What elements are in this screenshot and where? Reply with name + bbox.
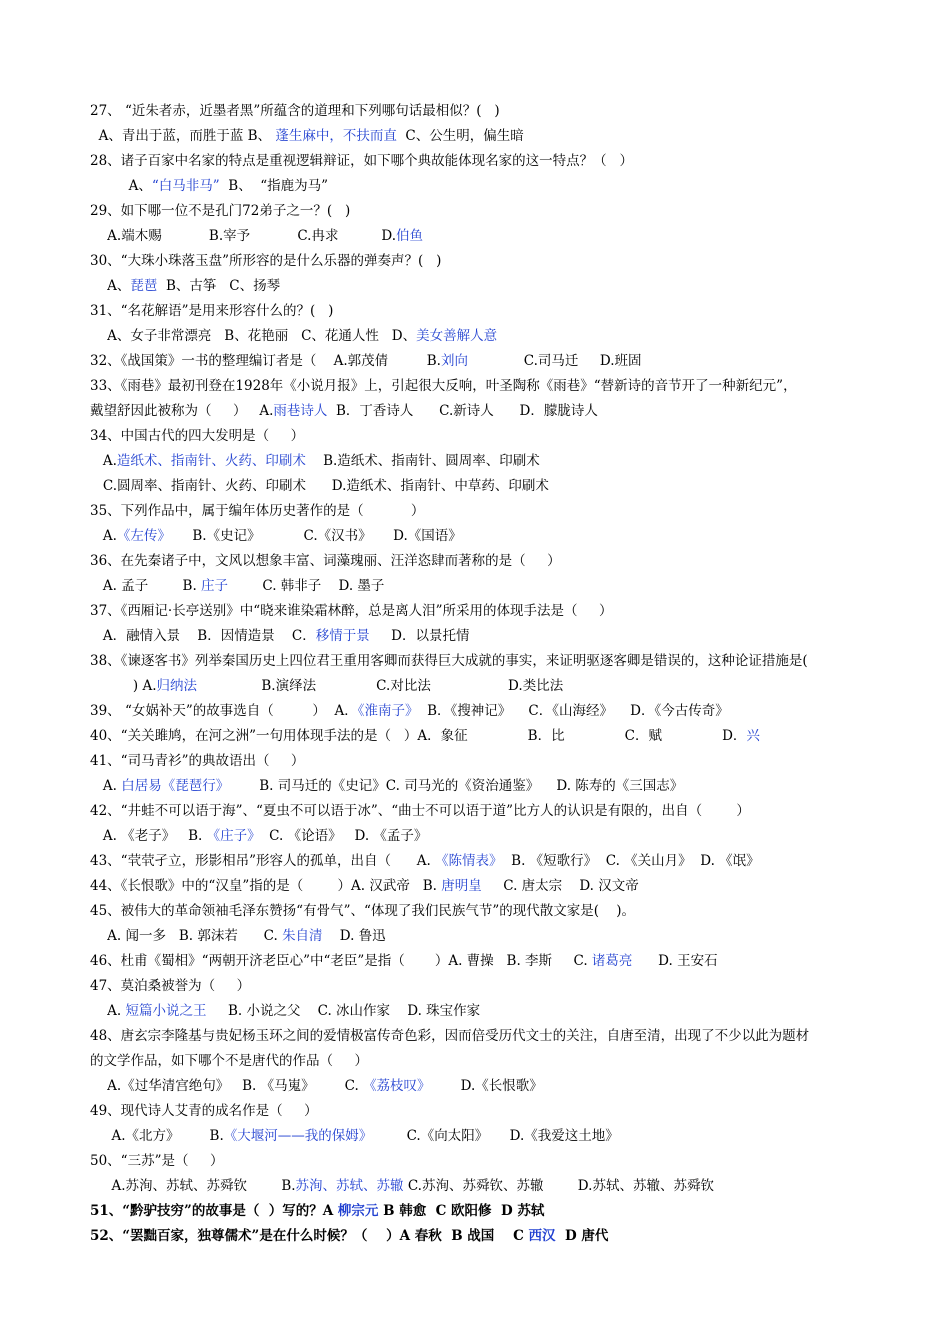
question-29-options: A.端木赐 B.宰予 C.冉求 D.伯鱼: [90, 228, 424, 244]
question-48-stem-2: 的文学作品，如下哪个不是唐代的作品（ ）: [90, 1053, 368, 1069]
question-37: 37、《西厢记·长亭送别》中“晓来谁染霜林醉，总是离人泪”所采用的体现手法是（ ）: [90, 603, 613, 619]
question-32: 32、《战国策》一书的整理编订者是（ A.郭茂倩 B.刘向 C.司马迁 D.班固: [90, 353, 642, 369]
question-48-options: A.《过华清宫绝句》 B. 《马嵬》 C. 《荔枝叹》 D.《长恨歌》: [90, 1078, 543, 1094]
question-50-options: A.苏洵、苏轼、苏舜钦 B.苏洵、苏轼、苏辙 C.苏洵、苏舜钦、苏辙 D.苏轼、苏辙、苏舜钦: [90, 1178, 714, 1194]
answer-30: 琵琶: [130, 278, 158, 294]
question-40: 40、“关关雎鸠，在河之洲”一句用体现手法的是（ ）A．象征 B．比 C．赋 D．兴: [90, 728, 760, 744]
question-52: 52、“罢黜百家，独尊儒术”是在什么时候？（ ）A 春秋 B 战国 C 西汉 D 唐代: [90, 1228, 609, 1244]
question-28: 28、诸子百家中名家的特点是重视逻辑辩证，如下哪个典故能体现名家的这一特点？（ ）: [90, 153, 634, 169]
answer-45: 朱自清: [282, 928, 323, 944]
question-49-options: A.《北方》 B.《大堰河——我的保姆》 C.《向太阳》 D.《我爱这土地》: [90, 1128, 619, 1144]
question-39: 39、 “女娲补天”的故事选自（ ） A．《淮南子》 B．《搜神记》 C．《山海经》 D．《今古传奇》: [90, 703, 729, 719]
question-41-options: A. 白居易《琵琶行》 B. 司马迁的《史记》C. 司马光的《资治通鉴》 D. 陈寿的《三国志》: [90, 778, 684, 794]
answer-39: 《淮南子》: [357, 703, 419, 719]
question-28-options: A、“白马非马” B、 “指鹿为马”: [90, 178, 329, 194]
answer-37: 移情于景: [315, 628, 370, 644]
question-31-options: A、女子非常漂亮 B、花艳丽 C、花通人性 D、美女善解人意: [90, 328, 498, 344]
answer-27: 蓬生麻中，不扶而直: [275, 128, 397, 144]
answer-48: 《荔枝叹》: [363, 1078, 431, 1094]
answer-38: 归纳法: [156, 678, 198, 694]
question-47-options: A. 短篇小说之王 B. 小说之父 C. 冰山作家 D. 珠宝作家: [90, 1003, 481, 1019]
question-38: 38、《谏逐客书》列举秦国历史上四位君王重用客卿而获得巨大成就的事实，来证明驱逐客卿是错误的，这种论证措施是(: [90, 653, 808, 669]
question-41: 41、“司马青衫”的典故语出（ ）: [90, 753, 305, 769]
question-45: 45、被伟大的革命领袖毛泽东赞扬“有骨气”、“体现了我们民族气节”的现代散文家是( )。: [90, 903, 635, 919]
question-47: 47、莫泊桑被誉为（ ）: [90, 978, 251, 994]
question-51: 51、“黔驴技穷”的故事是（ ）写的？A 柳宗元 B 韩愈 C 欧阳修 D 苏轼: [90, 1203, 545, 1219]
question-33: 33、《雨巷》最初刊登在1928年《小说月报》上，引起很大反响，叶圣陶称《雨巷》“替新诗的音节开了一种新纪元”，: [90, 378, 797, 394]
question-48: 48、唐玄宗李隆基与贵妃杨玉环之间的爱情极富传奇色彩，因而倍受历代文士的关注，自唐至清，出现了不少以此为题材: [90, 1028, 810, 1044]
answer-34: 造纸术、指南针、火药、印刷术: [116, 453, 306, 469]
answer-44: 唐明皇: [441, 878, 482, 894]
question-37-options: A．融情入景 B．因情造景 C．移情于景 D．以景托情: [90, 628, 470, 644]
answer-46: 诸葛亮: [591, 953, 633, 969]
question-38-options: ) A.归纳法 B.演绎法 C.对比法 D.类比法: [90, 678, 564, 694]
question-44: 44、《长恨歌》中的“汉皇”指的是（ ）A. 汉武帝 B. 唐明皇 C. 唐太宗 D. 汉文帝: [90, 878, 639, 894]
question-49: 49、现代诗人艾青的成名作是（ ）: [90, 1103, 318, 1119]
answer-41: 白居易《琵琶行》: [121, 778, 230, 794]
question-33-options: 戴望舒因此被称为（ ） A.雨巷诗人 B．丁香诗人 C.新诗人 D．朦胧诗人: [90, 403, 598, 419]
question-29: 29、如下哪一位不是孔门72弟子之一？( ): [90, 203, 351, 219]
answer-40: 兴: [746, 728, 760, 744]
question-36-options: A. 孟子 B. 庄子 C. 韩非子 D. 墨子: [90, 578, 385, 594]
question-45-options: A. 闻一多 B. 郭沫若 C. 朱自清 D. 鲁迅: [90, 928, 386, 944]
question-27-options: A、青出于蓝，而胜于蓝 B、 蓬生麻中，不扶而直 C、公生明，偏生暗: [90, 128, 524, 144]
answer-50: 苏洵、苏轼、苏辙: [295, 1178, 404, 1194]
answer-51: 柳宗元: [337, 1203, 379, 1219]
question-35-options: A.《左传》 B.《史记》 C.《汉书》 D.《国语》: [90, 528, 462, 544]
answer-28: “白马非马”: [151, 178, 220, 194]
question-42: 42、“井蛙不可以语于海”、“夏虫不可以语于冰”、“曲士不可以语于道”比方人的认识是有限的，出自（ ）: [90, 803, 750, 819]
question-31: 31、“名花解语”是用来形容什么的？( ): [90, 303, 334, 319]
question-46: 46、杜甫《蜀相》“两朝开济老臣心”中“老臣”是指（ ）A. 曹操 B. 李斯 C. 诸葛亮 D. 王安石: [90, 953, 718, 969]
question-30-options: A、琵琶 B、古筝 C、扬琴: [90, 278, 281, 294]
answer-52: 西汉: [528, 1228, 556, 1244]
answer-42: 《庄子》: [206, 828, 261, 844]
question-34-options-cd: C.圆周率、指南针、火药、印刷术 D.造纸术、指南针、中草药、印刷术: [90, 478, 549, 494]
answer-32: 刘向: [440, 353, 468, 369]
question-36: 36、在先秦诸子中，文风以想象丰富、词藻瑰丽、汪洋恣肆而著称的是（ ）: [90, 553, 561, 569]
answer-47: 短篇小说之王: [125, 1003, 207, 1019]
answer-29: 伯鱼: [396, 228, 424, 244]
answer-36: 庄子: [201, 578, 229, 594]
answer-33: 雨巷诗人: [273, 403, 328, 419]
answer-35: 《左传》: [116, 528, 171, 544]
question-30: 30、“大珠小珠落玉盘”所形容的是什么乐器的弹奏声？( ): [90, 253, 442, 269]
answer-43: 《陈情表》: [435, 853, 503, 869]
question-34-options-ab: A.造纸术、指南针、火药、印刷术 B.造纸术、指南针、圆周率、印刷术: [90, 453, 540, 469]
question-43: 43、“茕茕孑立，形影相吊”形容人的孤单，出自（ A. 《陈情表》 B. 《短歌行》 C. 《关山月》 D. 《氓》: [90, 853, 760, 869]
question-42-options: A. 《老子》 B. 《庄子》 C. 《论语》 D. 《孟子》: [90, 828, 428, 844]
question-50: 50、“三苏”是（ ）: [90, 1153, 224, 1169]
question-27: 27、 “近朱者赤，近墨者黑”所蕴含的道理和下列哪句话最相似？( ): [90, 103, 500, 119]
question-34: 34、中国古代的四大发明是（ ）: [90, 428, 305, 444]
answer-31: 美女善解人意: [416, 328, 498, 344]
answer-49: 《大堰河——我的保姆》: [223, 1128, 373, 1144]
question-35: 35、下列作品中，属于编年体历史著作的是（ ）: [90, 503, 425, 519]
